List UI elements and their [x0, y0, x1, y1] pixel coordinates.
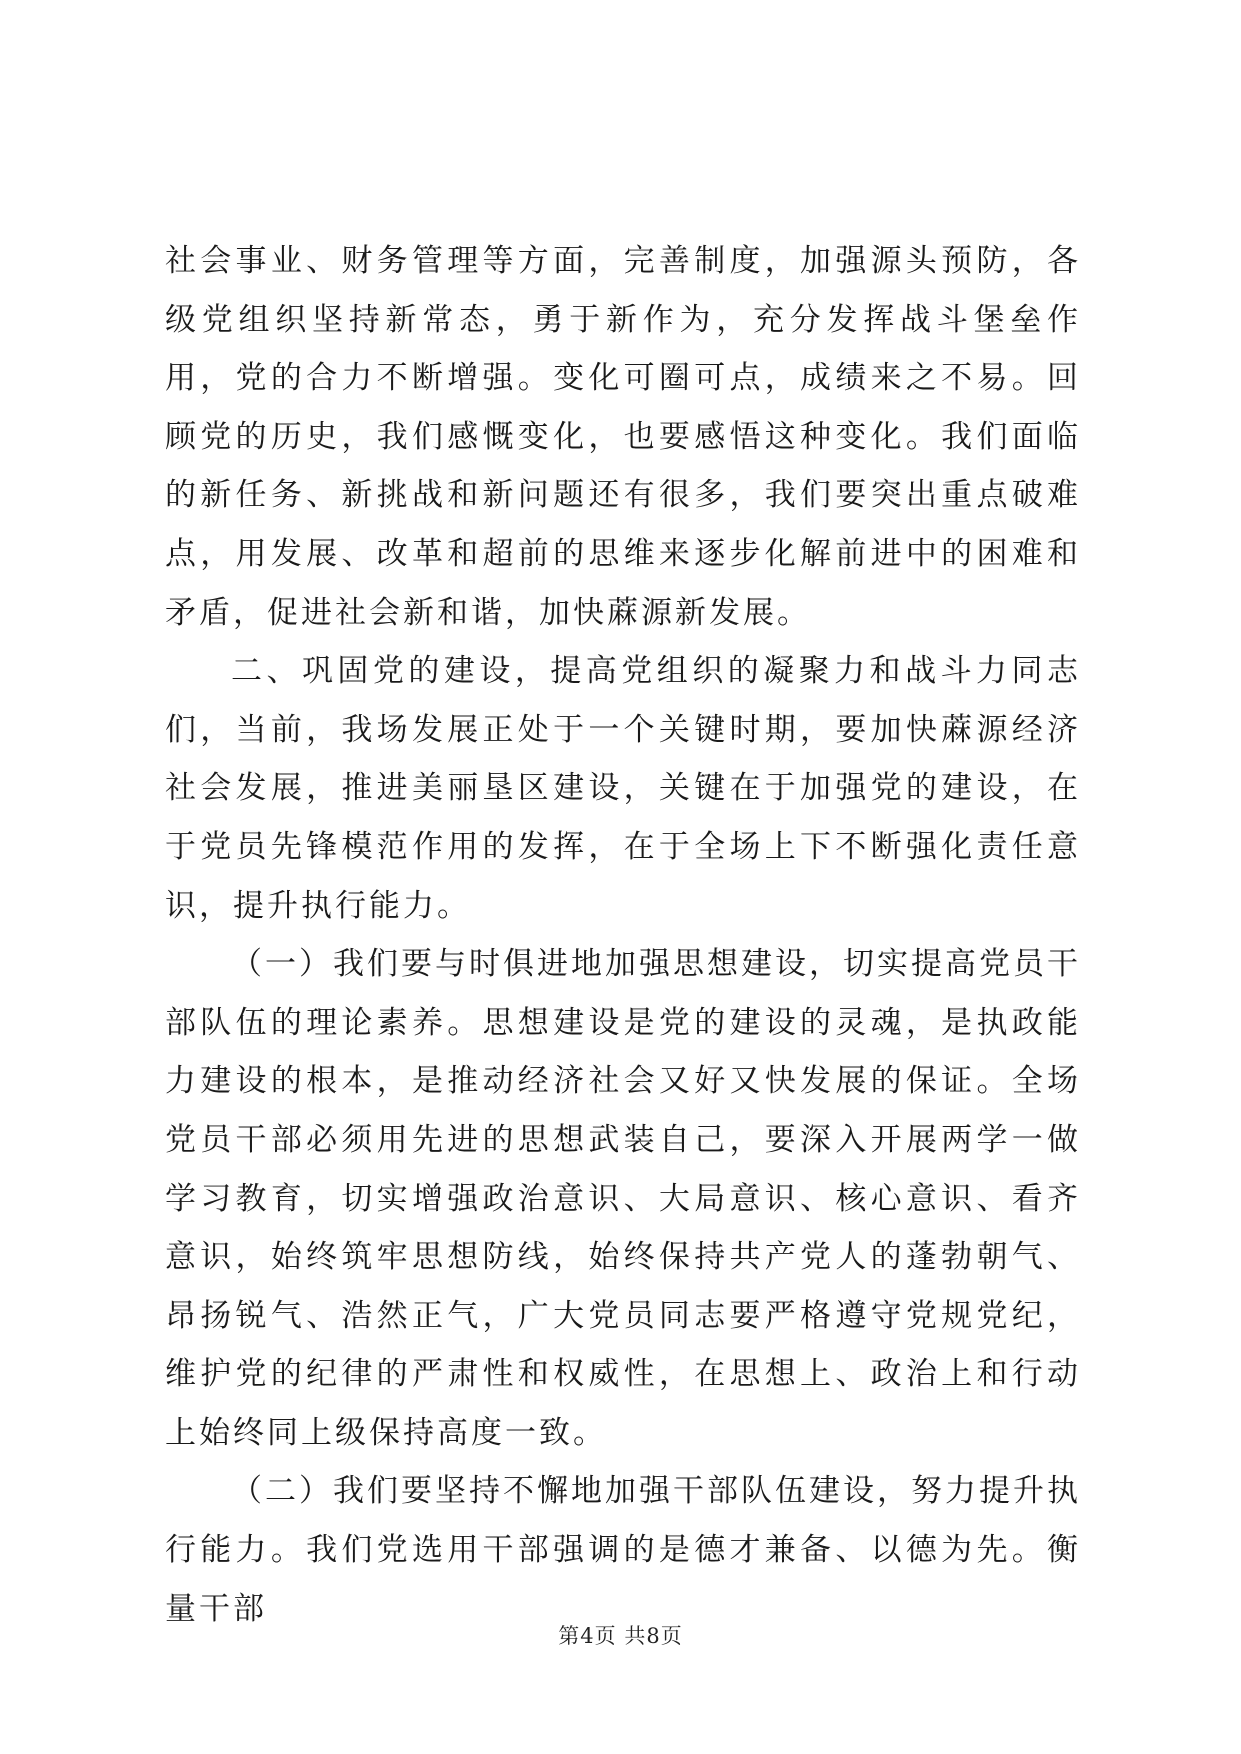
paragraph-continuation: 社会事业、财务管理等方面，完善制度，加强源头预防，各级党组织坚持新常态，勇于新作为，充分发挥战斗堡垒作用，党的合力不断增强。变化可圈可点，成绩来之不易。回顾党的历史，我们感慨变化，也要感悟这种变化。我们面临的新任务、新挑战和新问题还有很多，我们要突出重点破难点，用发展、改革和超前的思维来逐步化解前进中的困难和矛盾，促进社会新和谐，加快蔴源新发展。: [165, 243, 1081, 631]
page-footer: 第4页 共8页: [558, 1624, 683, 1648]
paragraph-subsection-two: （二）我们要坚持不懈地加强干部队伍建设，努力提升执行能力。我们党选用干部强调的是德才兼备、以德为先。衡量干部: [165, 1473, 1081, 1627]
document-body: [165, 232, 1081, 1638]
paragraph-section-two: 二、巩固党的建设，提高党组织的凝聚力和战斗力同志们，当前，我场发展正处于一个关键时期，要加快蔴源经济社会发展，推进美丽垦区建设，关键在于加强党的建设，在于党员先锋模范作用的发挥，在于全场上下不断强化责任意识，提升执行能力。: [165, 653, 1081, 924]
paragraph-subsection-one: （一）我们要与时俱进地加强思想建设，切实提高党员干部队伍的理论素养。思想建设是党的建设的灵魂，是执政能力建设的根本，是推动经济社会又好又快发展的保证。全场党员干部必须用先进的思想武装自己，要深入开展两学一做学习教育，切实增强政治意识、大局意识、核心意识、看齐意识，始终筑牢思想防线，始终保持共产党人的蓬勃朝气、昂扬锐气、浩然正气，广大党员同志要严格遵守党规党纪，维护党的纪律的严肃性和权威性，在思想上、政治上和行动上始终同上级保持高度一致。: [165, 946, 1081, 1451]
